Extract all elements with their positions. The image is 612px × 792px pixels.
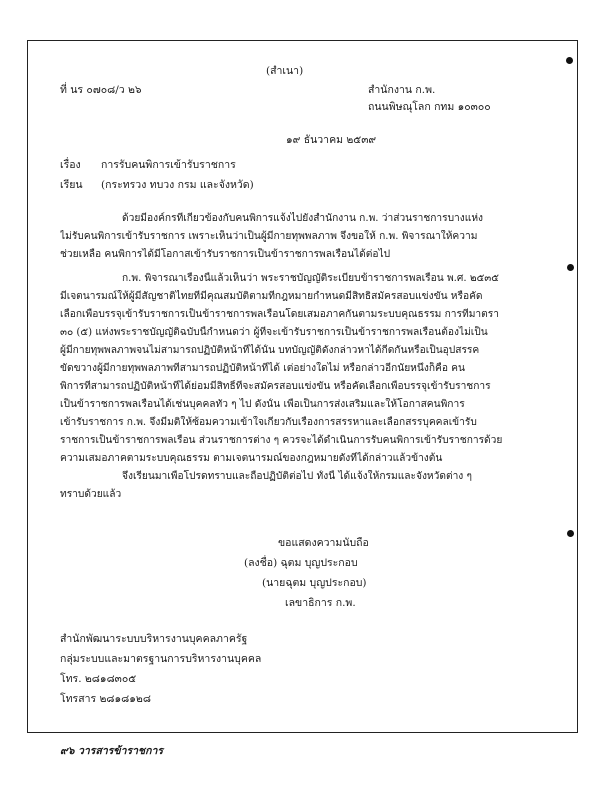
- recipient-label: เรียน: [60, 179, 83, 191]
- body-line: เข้ารับราชการ ก.พ. จึงมีมติให้ซ้อมความเข้าใจเกี่ยวกับเรื่องการสรรหาและเลือกสรรบุคคลเข้ารับ: [60, 417, 477, 428]
- body-line: ด้วยมีองค์กรที่เกี่ยวข้องกับคนพิการแจ้งไปยังสำนักงาน ก.พ. ว่าส่วนราชการบางแห่ง: [122, 213, 484, 224]
- punch-hole-bottom: [567, 530, 574, 537]
- footer-department: สำนักพัฒนาระบบบริหารงานบุคคลภาครัฐ: [60, 633, 248, 645]
- footer-division: กลุ่มระบบและมาตรฐานการบริหารงานบุคคล: [60, 653, 262, 665]
- body-line: เลือกเพื่อบรรจุเข้ารับราชการเป็นข้าราชการพลเรือนโดยเสมอภาคกันตามระบบคุณธรรม การที่มาตรา: [60, 309, 499, 320]
- letter-date: ๑๙ ธันวาคม ๒๕๓๙: [286, 134, 377, 146]
- punch-hole-middle: [567, 264, 574, 271]
- header-label: (สำเนา): [266, 65, 304, 77]
- subject-text: การรับคนพิการเข้ารับราชการ: [101, 159, 236, 171]
- body-line: ผู้มีกายทุพพลภาพจนไม่สามารถปฏิบัติหน้าที่ได้นั้น บทบัญญัติดังกล่าวหาได้กีดกันหรือเป็นอุปสรรค: [60, 345, 480, 356]
- body-line: พิการที่สามารถปฏิบัติหน้าที่ได้ย่อมมีสิทธิ์ที่จะสมัครสอบแข่งขัน หรือคัดเลือกเพื่อบรรจุเข้ารับราชการ: [60, 381, 491, 392]
- body-line: ก.พ. พิจารณาเรื่องนี้แล้วเห็นว่า พระราชบัญญัติระเบียบข้าราชการพลเรือน พ.ศ. ๒๕๓๕: [122, 273, 499, 284]
- office-name: สำนักงาน ก.พ.: [368, 84, 436, 96]
- signer-name: (นายฉุตม บุญประกอบ): [262, 577, 367, 589]
- body-line: ไม่รับคนพิการเข้ารับราชการ เพราะเห็นว่าเป็นผู้มีกายทุพพลภาพ จึงขอให้ ก.พ. พิจารณาให้ความ: [60, 231, 478, 242]
- recipient-text: (กระทรวง ทบวง กรม และจังหวัด): [101, 179, 254, 191]
- body-line: เป็นข้าราชการพลเรือนได้เช่นบุคคลทั่ว ๆ ไป ดังนั้น เพื่อเป็นการส่งเสริมและให้โอกาสคนพิการ: [60, 399, 465, 410]
- body-line: ขัดขวางผู้มีกายทุพพลภาพที่สามารถปฏิบัติหน้าที่ได้ เต่อย่างใดไม่ หรือกล่าวอีกนัยหนึ่งก็คือ คน: [60, 363, 465, 374]
- body-line: จึงเรียนมาเพื่อโปรดทราบและถือปฏิบัติต่อไป ทั้งนี้ ได้แจ้งให้กรมและจังหวัดต่าง ๆ: [122, 471, 472, 482]
- punch-hole-top: [566, 57, 573, 64]
- body-line: มีเจตนารมณ์ให้ผู้มีสัญชาติไทยที่มีคุณสมบัติตามที่กฎหมายกำหนดมีสิทธิสมัครสอบแข่งขัน หรือคัด: [60, 291, 483, 302]
- body-line: ราชการเป็นข้าราชการพลเรือน ส่วนราชการต่าง ๆ ควรจะได้ดำเนินการรับคนพิการเข้ารับราชการด้วย: [60, 435, 503, 446]
- office-address: ถนนพิษณุโลก กทม ๑๐๓๐๐: [368, 101, 491, 113]
- body-line: ทราบด้วยแล้ว: [60, 489, 122, 500]
- body-line: ความเสมอภาคตามระบบคุณธรรม ตามเจตนารมณ์ของกฎหมายดังที่ได้กล่าวแล้วข้างต้น: [60, 453, 443, 464]
- closing-phrase: ขอแสดงความนับถือ: [278, 537, 369, 549]
- body-line: ๓๐ (๕) แห่งพระราชบัญญัติฉบับนี้กำหนดว่า ผู้ที่จะเข้ารับราชการเป็นข้าราชการพลเรือนต้องไม่เป็น: [60, 327, 488, 338]
- signature-line: (ลงชื่อ) ฉุตม บุญประกอบ: [244, 557, 358, 569]
- signer-title: เลขาธิการ ก.พ.: [285, 597, 356, 609]
- page-footer: ๙๖ วารสารข้าราชการ: [60, 745, 164, 757]
- reference-number: ที่ นร ๐๗๐๘/ว ๒๖: [60, 84, 142, 96]
- subject-label: เรื่อง: [60, 159, 81, 171]
- footer-fax: โทรสาร ๒๘๑๘๑๒๘: [60, 693, 151, 705]
- footer-phone: โทร. ๒๘๑๘๓๐๕: [60, 673, 137, 685]
- body-line: ช่วยเหลือ คนพิการได้มีโอกาสเข้ารับราชการเป็นข้าราชการพลเรือนได้ต่อไป: [60, 249, 391, 260]
